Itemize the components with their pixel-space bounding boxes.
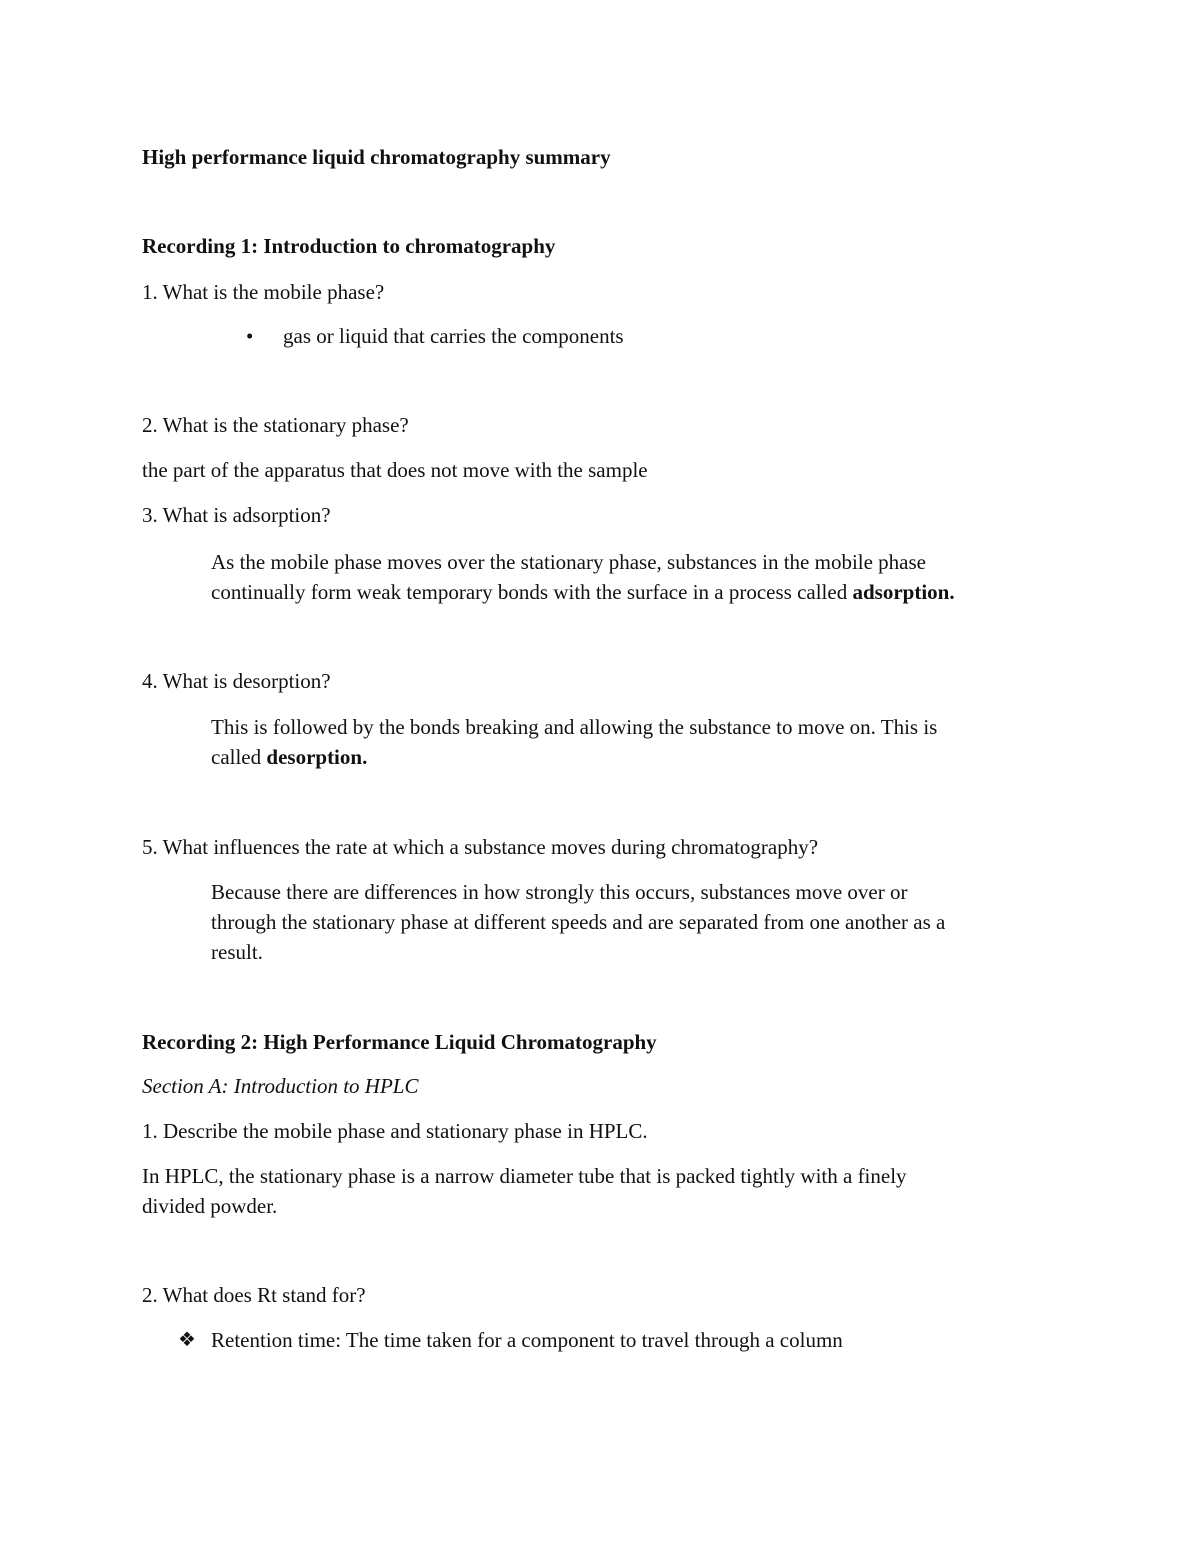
answer-5-line-1: Because there are differences in how strongly this occurs, substances move over or (211, 880, 908, 904)
answer-2-retention-time: Retention time: The time taken for a component to travel through a column (211, 1328, 843, 1352)
question-3-adsorption: 3. What is adsorption? (142, 503, 331, 527)
answer-4-text: called (211, 745, 267, 769)
answer-3-line-2 (211, 577, 955, 607)
answer-2-stationary-phase: the part of the apparatus that does not move with the sample (142, 458, 648, 482)
document-title: High performance liquid chromatography summary (142, 145, 611, 169)
recording-1-heading: Recording 1: Introduction to chromatography (142, 234, 556, 258)
answer-1-line-1: In HPLC, the stationary phase is a narrow diameter tube that is packed tightly with a finely (142, 1164, 907, 1188)
question-1-hplc-phases: 1. Describe the mobile phase and stationary phase in HPLC. (142, 1119, 648, 1143)
question-1-mobile-phase: 1. What is the mobile phase? (142, 280, 385, 304)
answer-5-line-3: result. (211, 940, 263, 964)
question-5-rate: 5. What influences the rate at which a substance moves during chromatography? (142, 835, 819, 859)
recording-2-heading: Recording 2: High Performance Liquid Chromatography (142, 1030, 657, 1054)
desorption-term: desorption. (266, 745, 368, 769)
section-a-heading: Section A: Introduction to HPLC (142, 1074, 419, 1098)
answer-1-mobile-phase: gas or liquid that carries the components (283, 324, 624, 348)
answer-3-text: continually form weak temporary bonds with the surface in a process called (211, 580, 853, 604)
answer-4-line-1: This is followed by the bonds breaking and allowing the substance to move on. This is (211, 715, 938, 739)
answer-3-line-1: As the mobile phase moves over the stationary phase, substances in the mobile phase (211, 550, 926, 574)
question-2-rt: 2. What does Rt stand for? (142, 1283, 366, 1307)
answer-5-line-2: through the stationary phase at different speeds and are separated from one another as a (211, 910, 946, 934)
question-2-stationary-phase: 2. What is the stationary phase? (142, 413, 409, 437)
diamond-bullet-icon: ❖ (178, 1329, 196, 1351)
question-4-desorption: 4. What is desorption? (142, 669, 331, 693)
answer-1-line-2: divided powder. (142, 1194, 278, 1218)
adsorption-term: adsorption. (852, 580, 955, 604)
answer-4-line-2 (211, 742, 367, 772)
bullet-icon: • (246, 324, 254, 348)
